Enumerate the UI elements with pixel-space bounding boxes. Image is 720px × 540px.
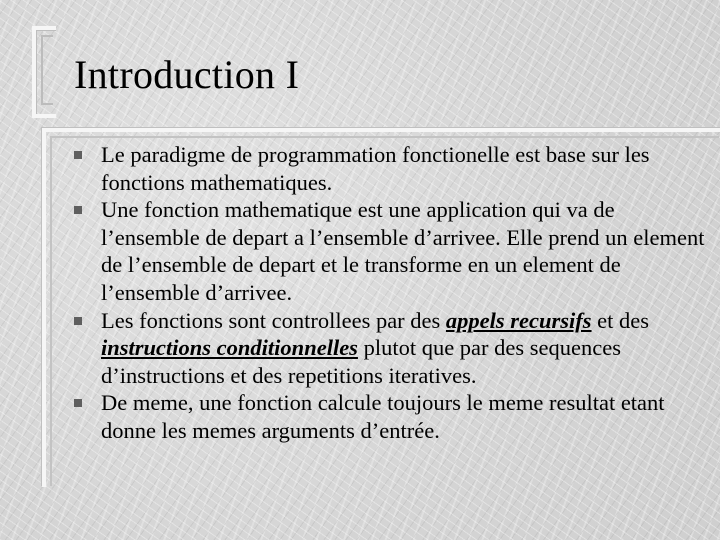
bullet-item	[70, 196, 715, 306]
bullet-text-post: plutot que par des sequences d’instructions et des repetitions iteratives.	[101, 335, 621, 388]
square-bullet-icon	[74, 317, 82, 325]
bullet-text: De meme, une fonction calcule toujours le meme resultat etant donne les memes arguments d’entrée.	[101, 390, 665, 443]
bullet-text: Le paradigme de programmation fonctionelle est base sur les fonctions mathematiques.	[101, 142, 650, 195]
bullet-item	[70, 141, 715, 196]
bullet-text-pre: Les fonctions sont controllees par des	[101, 307, 446, 333]
emphasis-instructions-conditionnelles: instructions conditionnelles	[101, 335, 358, 361]
bullet-item	[70, 307, 715, 390]
bullet-text: Une fonction mathematique est une application qui va de l’ensemble de depart a l’ensemble d’arrivee. Elle prend un element de l’ensemble de depart et le transforme en un element de l’ensemble d’arrivee.	[101, 197, 705, 305]
slide-title: Introduction I	[74, 52, 300, 97]
square-bullet-icon	[74, 151, 82, 159]
title-frame-inner-decoration	[41, 35, 53, 105]
square-bullet-icon	[74, 399, 82, 407]
bullet-list	[70, 141, 715, 445]
bullet-text-mid: et des	[591, 307, 650, 333]
emphasis-appels-recursifs: appels recursifs	[445, 307, 592, 333]
bullet-item	[70, 389, 715, 444]
square-bullet-icon	[74, 206, 82, 214]
